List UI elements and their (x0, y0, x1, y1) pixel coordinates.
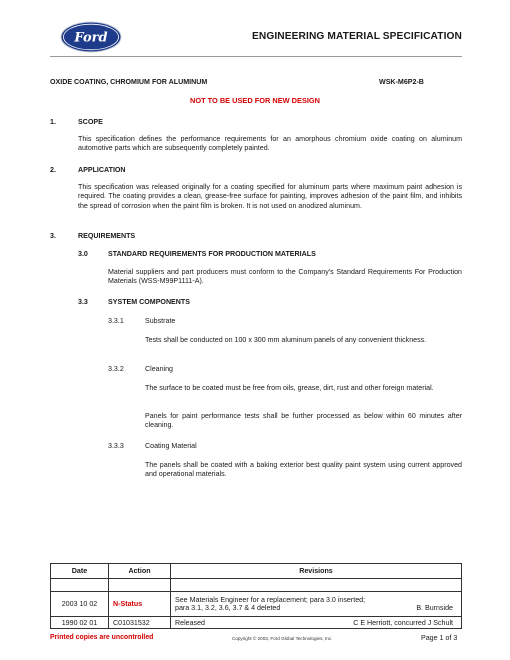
section-title-application: APPLICATION (78, 166, 126, 174)
section-number-scope: 1. (50, 118, 56, 126)
document-code: WSK-M6P2-B (379, 78, 424, 86)
subsection-title-3-3-2: Cleaning (145, 365, 174, 373)
cell-date: 2003 10 02 (51, 592, 109, 617)
column-header-revisions: Revisions (171, 564, 462, 579)
header-divider (50, 56, 462, 57)
revision-text-line (175, 604, 457, 612)
section-number-application: 2. (50, 166, 56, 174)
cell-action (109, 579, 171, 592)
column-header-action: Action (109, 564, 171, 579)
cell-date: 1990 02 01 (51, 617, 109, 629)
revision-signer: C E Herriott, concurred J Schult (353, 618, 453, 627)
cell-action: C01031532 (109, 617, 171, 629)
page-number: Page 1 of 3 (421, 634, 458, 642)
subsection-number-3-3-3: 3.3.3 (108, 442, 124, 450)
cell-revision (171, 579, 462, 592)
document-type-title: ENGINEERING MATERIAL SPECIFICATION (252, 31, 462, 42)
cell-date (51, 579, 109, 592)
uncontrolled-copy-notice: Printed copies are uncontrolled (50, 634, 154, 641)
cell-revision (171, 617, 462, 629)
subsection-number-3-0: 3.0 (78, 250, 88, 258)
revision-detail: Released (175, 618, 205, 627)
table-row (51, 592, 462, 617)
revision-table (50, 563, 462, 629)
subsection-title-3-0: STANDARD REQUIREMENTS FOR PRODUCTION MATERIALS (108, 250, 316, 258)
section-number-requirements: 3. (50, 232, 56, 240)
cell-action-status: N-Status (109, 592, 171, 617)
revision-signer: B. Burnside (416, 604, 453, 612)
application-paragraph: This specification was released originally for a coating specified for aluminum parts where maximum paint adhesion is required. The coating provides a clean, grease-free surface for painting, improves adhesion of the paint film, and inhibits the spread of corrosion when the paint film is broken. It is not used on anodized aluminum. (78, 183, 462, 210)
table-row (51, 579, 462, 592)
logo-text: Ford (74, 30, 108, 46)
subsection-title-3-3-3: Coating Material (145, 442, 197, 450)
section-title-requirements: REQUIREMENTS (78, 232, 136, 240)
document-subject: OXIDE COATING, CHROMIUM FOR ALUMINUM (50, 78, 208, 86)
revision-detail: para 3.1, 3.2, 3.6, 3.7 & 4 deleted (175, 604, 281, 612)
paragraph-3-0: Material suppliers and part producers must conform to the Company's Standard Requirements For Production Materials (WSS-M99P1111-A). (108, 268, 462, 286)
paragraph-3-3-1: Tests shall be conducted on 100 x 300 mm aluminum panels of any convenient thickness. (145, 336, 427, 344)
paragraph-3-3-2-b: Panels for paint performance tests shall be further processed as below within 60 minutes after cleaning. (145, 412, 462, 430)
status-notice: NOT TO BE USED FOR NEW DESIGN (189, 96, 321, 105)
table-row (51, 617, 462, 629)
revision-table-header (51, 564, 462, 579)
subsection-title-3-3: SYSTEM COMPONENTS (108, 298, 190, 306)
cell-revision (171, 592, 462, 617)
subsection-title-3-3-1: Substrate (145, 317, 176, 325)
subsection-number-3-3-2: 3.3.2 (108, 365, 124, 373)
copyright-notice: Copyright © 2003, Ford Global Technologies, Inc. (232, 636, 333, 641)
subsection-number-3-3-1: 3.3.1 (108, 317, 124, 325)
ford-logo (60, 21, 122, 53)
column-header-date: Date (51, 564, 109, 579)
revision-text-line (175, 619, 457, 627)
paragraph-3-3-2-a: The surface to be coated must be free from oils, grease, dirt, rust and other foreign material. (145, 384, 434, 392)
section-title-scope: SCOPE (78, 118, 103, 126)
paragraph-3-3-3: The panels shall be coated with a baking exterior best quality paint system using current approved and operational materials. (145, 461, 462, 479)
scope-paragraph: This specification defines the performance requirements for an amorphous chromium oxide coating on aluminum automotive parts which are subsequently completely painted. (78, 135, 462, 153)
subsection-number-3-3: 3.3 (78, 298, 88, 306)
revision-text-line: See Materials Engineer for a replacement; para 3.0 inserted; (175, 596, 366, 604)
